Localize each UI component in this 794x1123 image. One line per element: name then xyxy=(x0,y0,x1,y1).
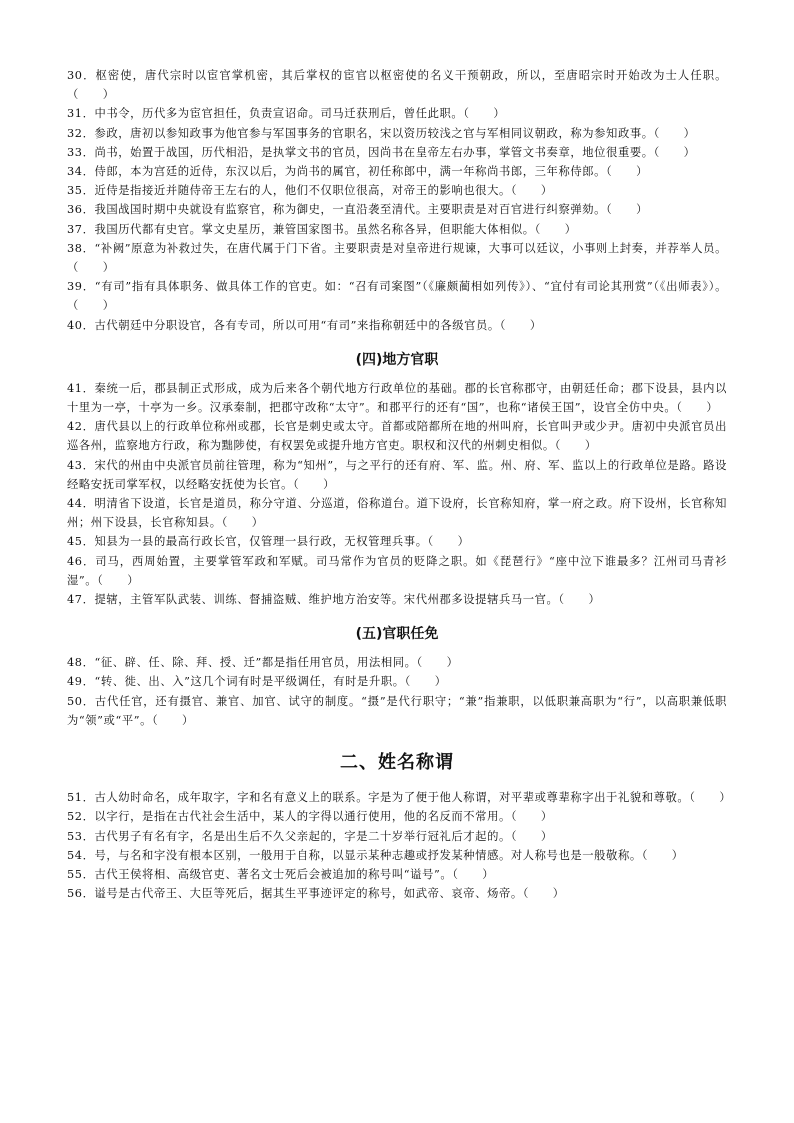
question-list-names-titles xyxy=(67,788,732,903)
question-item: 38．“补阙”原意为补救过失，在唐代属于门下省。主要职责是对皇帝进行规谏，大事可以廷议，小事则上封奏，并荐举人员。（ ） xyxy=(67,241,727,275)
question-item: 35．近侍是指接近并随侍帝王左右的人，他们不仅职位很高，对帝王的影响也很大。（ ） xyxy=(67,184,553,198)
question-item: 33．尚书，始置于战国，历代相沿，是执掌文书的官员，因尚书在皇帝左右办事，掌管文书奏章，地位很重要。（ ） xyxy=(67,145,696,159)
question-item: 53．古代男子有名有字，名是出生后不久父亲起的，字是二十岁举行冠礼后才起的。（ ） xyxy=(67,829,553,843)
question-item: 54．号，与名和字没有根本区别，一般用于自称，以显示某种志趣或抒发某种情感。对人称号也是一般敬称。（ ） xyxy=(67,848,684,862)
question-list-central-officials xyxy=(67,66,727,335)
question-item: 30．枢密使，唐代宗时以宦官掌机密，其后掌权的宦官以枢密使的名义干预朝政，所以，至唐昭宗时开始改为士人任职。（ ） xyxy=(67,69,727,102)
question-item: 42．唐代县以上的行政单位称州或郡，长官是刺史或太守。首都或陪都所在地的州叫府，长官叫尹或少尹。唐初中央派官员出巡各州，监察地方行政，称为黜陟使，有权罢免或提升地方官吏。职权和汉代的州刺史相似。（ ） xyxy=(67,420,727,453)
question-item: 37．我国历代都有史官。掌文史星历，兼管国家图书。虽然名称各异，但职能大体相似。（ ） xyxy=(67,222,577,236)
question-item: 48．“征、辟、任、除、拜、授、迁”都是指任用官员，用法相同。（ ） xyxy=(67,656,459,670)
question-item: 55．古代王侯将相、高级官吏、著名文士死后会被追加的称号叫“谥号”。（ ） xyxy=(67,867,495,881)
question-list-local-officials xyxy=(67,379,727,609)
question-item: 40．古代朝廷中分职设官，各有专司，所以可用“有司”来指称朝廷中的各级官员。（ ） xyxy=(67,318,542,332)
question-item: 32．参政，唐初以参知政事为他官参与军国事务的官职名，宋以资历较浅之官与军相同议朝政，称为参知政事。（ ） xyxy=(67,126,696,140)
question-item: 50．古代任官，还有摄官、兼官、加官、试守的制度。“摄”是代行职守；“兼”指兼职，以低职兼高职为“行”，以高职兼低职为“领”或“平”。（ ） xyxy=(67,694,727,727)
question-list-appointment xyxy=(67,653,727,730)
question-item: 31．中书令，历代多为宦官担任，负责宣诏命。司马迁获刑后，曾任此职。（ ） xyxy=(67,107,506,121)
question-item: 49．“转、徙、出、入”这几个词有时是平级调任，有时是升职。（ ） xyxy=(67,675,447,689)
question-item: 34．侍郎，本为宫廷的近侍，东汉以后，为尚书的属官，初任称郎中，满一年称尚书郎，三年称侍郎。（ ） xyxy=(67,165,648,179)
question-item: 43．宋代的州由中央派官员前往管理，称为“知州”，与之平行的还有府、军、监。州、府、军、监以上的行政单位是路。路设经略安抚司掌军权，以经略安抚使为长官。（ ） xyxy=(67,458,727,491)
question-item: 56．谥号是古代帝王、大臣等死后，据其生平事迹评定的称号，如武帝、哀帝、炀帝。（ ） xyxy=(67,887,565,901)
section-heading-local-officials: (四)地方官职 xyxy=(355,351,439,368)
question-item: 44．明清省下设道，长官是道员，称分守道、分巡道，俗称道台。道下设府，长官称知府，掌一府之政。府下设州，长官称知州；州下设县，长官称知县。（ ） xyxy=(67,497,727,530)
question-item: 52．以字行，是指在古代社会生活中，某人的字得以通行使用，他的名反而不常用。（ ） xyxy=(67,810,553,824)
question-item: 41．秦统一后，郡县制正式形成，成为后来各个朝代地方行政单位的基础。郡的长官称郡守，由朝廷任命；郡下设县，县内以十里为一亭，十亭为一乡。汉承秦制，把郡守改称“太守”。和郡平行的还有“国”，也称“诸侯王国”，设官全仿中央。（ ） xyxy=(67,381,727,415)
question-item: 47．提辖，主管军队武装、训练、督捕盗贼、维护地方治安等。宋代州郡多设提辖兵马一官。（ ） xyxy=(67,593,601,607)
chapter-heading-names-titles: 二、姓名称谓 xyxy=(340,752,454,774)
question-item: 51．古人幼时命名，成年取字，字和名有意义上的联系。字是为了便于他人称谓，对平辈或尊辈称字出于礼貌和尊敬。（ ） xyxy=(67,791,732,805)
question-item: 39．“有司”指有具体职务、做具体工作的官吏。如：“召有司案图”（《廉颇蔺相如列传》）、“宜付有司论其刑赏”（《出师表》）。（ ） xyxy=(67,280,727,313)
question-item: 36．我国战国时期中央就设有监察官，称为御史，一直沿袭至清代。主要职责是对百官进行纠察弹劾。（ ） xyxy=(67,203,648,217)
question-item: 46．司马，西周始置，主要掌管军政和军赋。司马常作为官员的贬降之职。如《琵琶行》“座中泣下谁最多？江州司马青衫湿”。（ ） xyxy=(67,554,727,587)
question-item: 45．知县为一县的最高行政长官，仅管理一县行政，无权管理兵事。（ ） xyxy=(67,535,470,549)
section-heading-appointment: (五)官职任免 xyxy=(355,626,439,643)
document-page xyxy=(67,66,732,903)
